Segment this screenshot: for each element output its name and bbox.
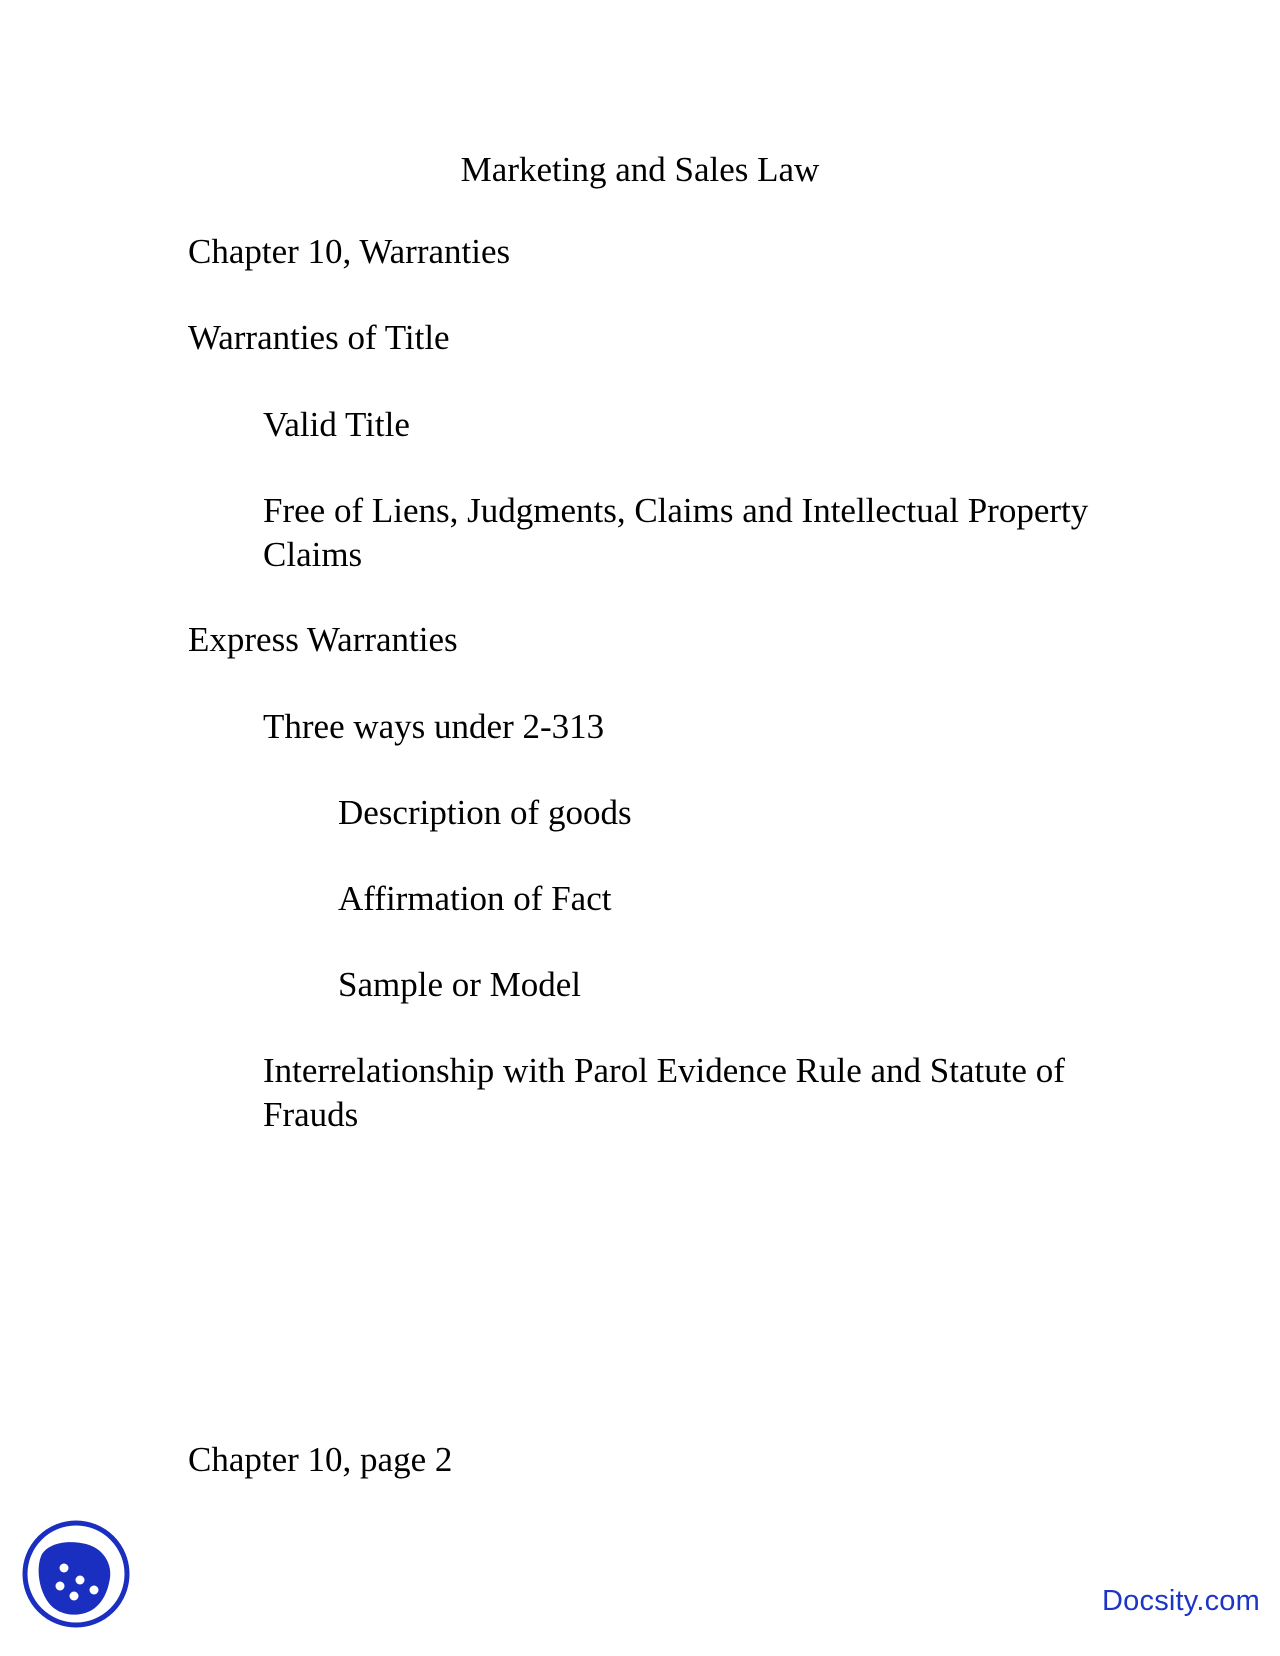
list-item-three-ways: Three ways under 2-313 <box>263 707 605 746</box>
list-item-interrelationship: Interrelationship with Parol Evidence Rule and Statute of Frauds <box>263 1051 1065 1134</box>
docsity-logo-icon[interactable] <box>22 1518 130 1630</box>
list-item-free-of-liens: Free of Liens, Judgments, Claims and Intellectual Property Claims <box>263 491 1089 574</box>
section-heading-warranties-of-title: Warranties of Title <box>188 318 450 357</box>
list-item-sample-or-model: Sample or Model <box>338 965 582 1004</box>
section-heading-express-warranties: Express Warranties <box>188 620 458 659</box>
chapter-heading: Chapter 10, Warranties <box>188 232 511 271</box>
list-item-affirmation-of-fact: Affirmation of Fact <box>338 879 612 918</box>
list-item-description-of-goods: Description of goods <box>338 793 632 832</box>
list-item-valid-title: Valid Title <box>263 405 410 444</box>
docsity-brand-link[interactable]: Docsity.com <box>1102 1585 1260 1617</box>
page-footer: Chapter 10, page 2 <box>188 1440 453 1479</box>
document-title: Marketing and Sales Law <box>460 150 820 189</box>
